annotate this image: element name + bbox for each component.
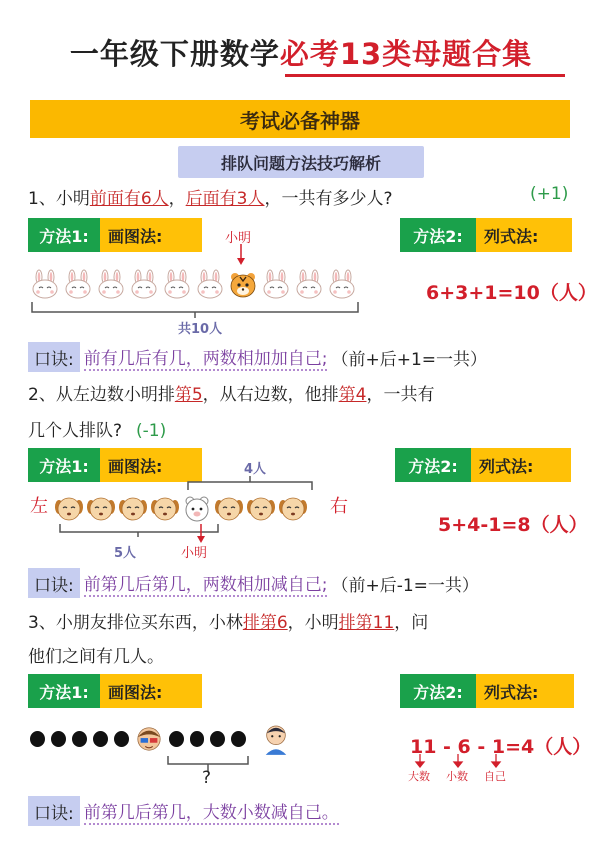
q2-method2-prefix: 方法2: bbox=[395, 448, 471, 482]
bear-icon bbox=[182, 493, 212, 523]
boy-glasses-icon bbox=[135, 723, 163, 755]
q1-method1 bbox=[28, 218, 202, 252]
q1-formula: 6+3+1=10（人） bbox=[426, 282, 597, 304]
q1-num: 1、小明 bbox=[28, 189, 90, 209]
person-dot bbox=[93, 731, 108, 747]
q3-method1 bbox=[28, 674, 202, 708]
q2-method1-text: 画图法: bbox=[100, 448, 202, 482]
q2-line1 bbox=[28, 380, 434, 405]
q3-question-mark: ? bbox=[202, 768, 212, 788]
q3-arrows bbox=[410, 754, 520, 768]
q1-method2-text: 列式法: bbox=[476, 218, 572, 252]
q1-hint: (+1) bbox=[530, 184, 569, 204]
q1-marker-label: 小明 bbox=[225, 231, 252, 246]
rabbit-icon bbox=[195, 269, 225, 299]
dog-icon bbox=[150, 493, 180, 523]
q1-sep1: ， bbox=[168, 189, 186, 209]
q2-line1-d: 第4 bbox=[338, 385, 367, 405]
q2-koujue bbox=[28, 568, 479, 598]
q2-method2-text: 列式法: bbox=[471, 448, 571, 482]
banner-label: 考试必备神器 bbox=[240, 108, 360, 133]
q1-part1: 前面有6人 bbox=[89, 189, 169, 209]
dog-icon bbox=[278, 493, 308, 523]
person-dot bbox=[51, 731, 66, 747]
q1-method2-prefix: 方法2: bbox=[400, 218, 476, 252]
q2-formula: 5+4-1=8（人） bbox=[438, 514, 588, 536]
q2-koujue-tag: 口诀: bbox=[28, 568, 80, 598]
q2-line1-c: ，从右边数，他排 bbox=[202, 385, 339, 405]
person-dot bbox=[231, 731, 246, 747]
q2-left-label: 左 bbox=[30, 496, 48, 517]
q3-line1 bbox=[28, 608, 428, 633]
q3-arrow-label-self: 自己 bbox=[484, 770, 506, 783]
q1-brace bbox=[30, 300, 360, 320]
q2-hint: (-1) bbox=[136, 421, 167, 441]
page-title bbox=[0, 32, 602, 73]
rabbit-icon bbox=[162, 269, 192, 299]
person-dot bbox=[72, 731, 87, 747]
q1-sep2: ，一共有多少人? bbox=[264, 189, 393, 209]
tiger-icon bbox=[228, 269, 258, 299]
person-dot bbox=[190, 731, 205, 747]
q3-line1-c: ，小明 bbox=[287, 613, 339, 633]
q2-line2 bbox=[28, 416, 166, 441]
q2-line1-b: 第5 bbox=[174, 385, 203, 405]
title-part1: 一年级下册数学 bbox=[69, 37, 280, 71]
q2-line1-a: 2、从左边数小明排 bbox=[28, 385, 175, 405]
q1-text bbox=[28, 184, 393, 209]
rabbit-icon bbox=[294, 269, 324, 299]
q3-method1-prefix: 方法1: bbox=[28, 674, 100, 708]
dog-icon bbox=[54, 493, 84, 523]
q2-right-label: 右 bbox=[330, 496, 348, 517]
boy-icon bbox=[262, 722, 290, 756]
rabbit-icon bbox=[96, 269, 126, 299]
q3-koujue-text: 前第几后第几，大数小数减自己。 bbox=[84, 798, 339, 825]
subbanner bbox=[178, 146, 424, 178]
person-dot bbox=[210, 731, 225, 747]
q2-method2 bbox=[395, 448, 571, 482]
q3-arrow-label-small: 小数 bbox=[446, 770, 468, 783]
q2-marker-label: 小明 bbox=[181, 546, 208, 561]
q1-part2: 后面有3人 bbox=[185, 189, 265, 209]
person-dot bbox=[169, 731, 184, 747]
q1-method1-prefix: 方法1: bbox=[28, 218, 100, 252]
q3-koujue bbox=[28, 796, 339, 826]
rabbit-icon bbox=[129, 269, 159, 299]
q1-koujue-extra: （前+后+1=一共） bbox=[331, 349, 488, 370]
q3-queue bbox=[30, 722, 290, 756]
q3-formula: 11 - 6 - 1=4（人） bbox=[410, 736, 592, 758]
q1-koujue-tag: 口诀: bbox=[28, 342, 80, 372]
person-dot bbox=[30, 731, 45, 747]
q3-line1-a: 3、小朋友排位买东西，小林 bbox=[28, 613, 243, 633]
q2-line1-e: ，一共有 bbox=[366, 385, 435, 405]
q3-method2-text: 列式法: bbox=[476, 674, 574, 708]
rabbit-icon bbox=[327, 269, 357, 299]
q2-line2-text: 几个人排队? bbox=[28, 421, 123, 441]
q2-top-brace bbox=[186, 476, 314, 492]
rabbit-icon bbox=[261, 269, 291, 299]
q2-method1-prefix: 方法1: bbox=[28, 448, 100, 482]
title-underline bbox=[285, 74, 565, 77]
q1-koujue-text: 前有几后有几，两数相加加自己; bbox=[84, 344, 328, 371]
subbanner-label: 排队问题方法技巧解析 bbox=[220, 153, 381, 173]
person-dot bbox=[114, 731, 129, 747]
q2-bottom-label: 5人 bbox=[114, 546, 137, 561]
q2-koujue-text: 前第几后第几，两数相加减自己; bbox=[84, 570, 328, 597]
q1-method1-text: 画图法: bbox=[100, 218, 202, 252]
q3-arrow-label-big: 大数 bbox=[408, 770, 430, 783]
dog-icon bbox=[86, 493, 116, 523]
title-part2: 必考13类母题合集 bbox=[279, 37, 533, 71]
q2-method1 bbox=[28, 448, 202, 482]
q1-marker-arrow bbox=[236, 244, 246, 266]
q3-koujue-tag: 口诀: bbox=[28, 796, 80, 826]
q2-koujue-extra: （前+后-1=一共） bbox=[331, 575, 479, 596]
q2-top-label: 4人 bbox=[244, 462, 267, 477]
dog-icon bbox=[214, 493, 244, 523]
rabbit-icon bbox=[30, 269, 60, 299]
banner bbox=[30, 100, 570, 138]
q3-method2 bbox=[400, 674, 574, 708]
rabbit-icon bbox=[63, 269, 93, 299]
q3-line1-e: ，问 bbox=[394, 613, 429, 633]
q2-marker-arrow bbox=[196, 524, 206, 544]
q3-line2: 他们之间有几人。 bbox=[28, 647, 164, 667]
q1-brace-label: 共10人 bbox=[178, 322, 223, 337]
q1-koujue bbox=[28, 342, 487, 372]
q3-method1-text: 画图法: bbox=[100, 674, 202, 708]
q3-line1-b: 排第6 bbox=[242, 613, 288, 633]
q1-method2 bbox=[400, 218, 572, 252]
dog-icon bbox=[118, 493, 148, 523]
dog-icon bbox=[246, 493, 276, 523]
q2-queue bbox=[54, 492, 324, 524]
q3-line1-d: 排第11 bbox=[338, 613, 395, 633]
q3-method2-prefix: 方法2: bbox=[400, 674, 476, 708]
q1-queue bbox=[30, 268, 360, 300]
